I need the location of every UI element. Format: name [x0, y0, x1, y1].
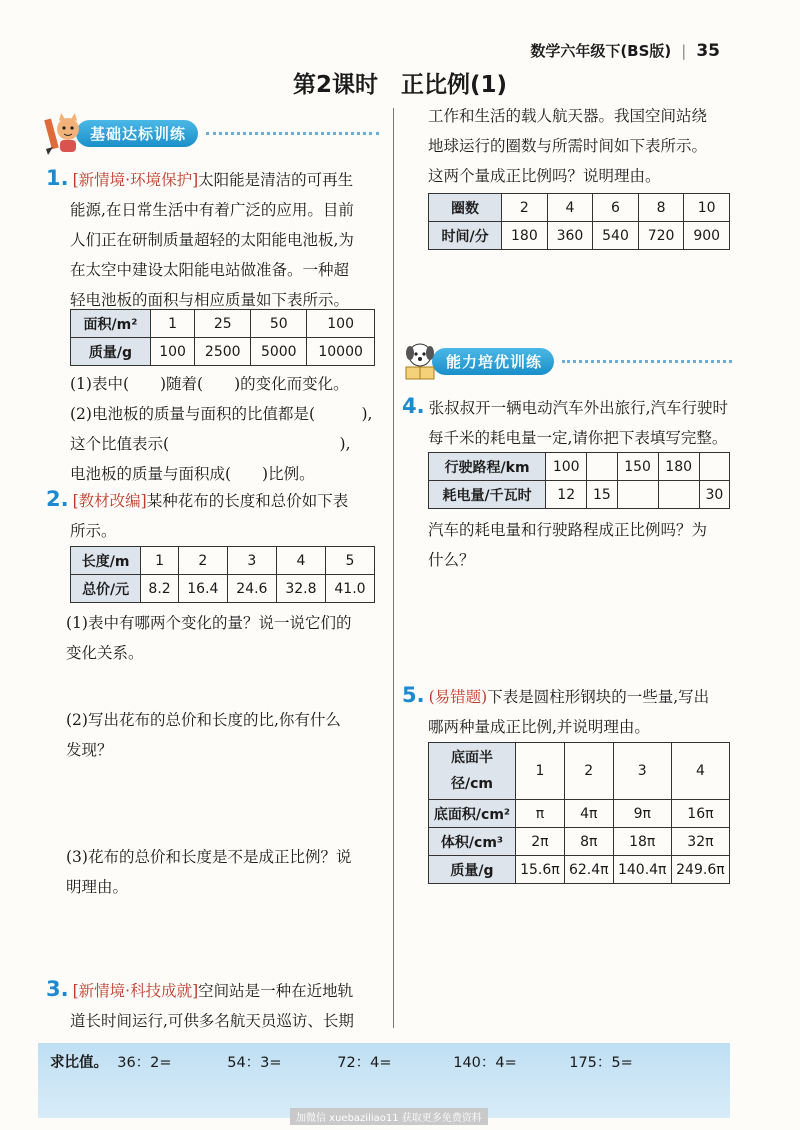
table-cell: 50	[251, 310, 307, 338]
table-cell: 4π	[564, 800, 613, 828]
table-cell: 180	[502, 222, 548, 250]
table-cell: 3	[227, 547, 276, 575]
table-cell: 720	[638, 222, 684, 250]
q1-sub-1: (1)表中( )随着( )的变化而变化。	[70, 375, 349, 393]
section-banner-basic	[44, 118, 379, 148]
table-cell: 24.6	[227, 575, 276, 603]
q2-sub-2-line: 发现？	[66, 741, 113, 759]
q1-line: 人们正在研制质量超轻的太阳能电池板,为	[70, 231, 354, 249]
table-cell: 8.2	[141, 575, 179, 603]
column-divider	[393, 108, 394, 1028]
q1-line: 轻电池板的面积与相应质量如下表所示。	[70, 291, 350, 309]
question-3	[46, 974, 388, 1036]
table-cell: 1	[516, 743, 565, 800]
q1-sub-2-cont: 电池板的质量与面积成( )比例。	[70, 465, 315, 483]
book-name: 数学六年级下(BS版)	[530, 42, 672, 60]
q2-sub-3-line: 明理由。	[66, 878, 129, 896]
table-cell: 4	[547, 194, 593, 222]
dotted-rule	[562, 360, 732, 363]
q1-line: 能源,在日常生活中有着广泛的应用。目前	[70, 201, 354, 219]
table-cell: 4	[276, 547, 325, 575]
q1-table	[70, 309, 375, 366]
table-cell: 9π	[613, 800, 671, 828]
q5-number: 5.	[402, 683, 425, 707]
table-cell: 2	[502, 194, 548, 222]
q4-followup-line: 汽车的耗电量和行驶路程成正比例吗？为	[428, 521, 708, 539]
table-row	[71, 575, 375, 603]
table-cell	[699, 453, 729, 481]
table-cell: 18π	[613, 828, 671, 856]
table-cell: 质量/g	[429, 856, 516, 884]
table-cell: 面积/m²	[71, 310, 151, 338]
q5-table	[428, 742, 730, 884]
table-cell: 41.0	[325, 575, 374, 603]
table-cell: 32.8	[276, 575, 325, 603]
table-cell: 100	[307, 310, 375, 338]
table-cell	[617, 481, 658, 509]
table-cell: 圈数	[429, 194, 502, 222]
table-row	[429, 743, 730, 800]
q3-table	[428, 193, 730, 250]
q3-cont-line: 这两个量成正比例吗？说明理由。	[428, 167, 661, 185]
q2-tag: [教材改编]	[72, 492, 147, 510]
q2-sub-2	[66, 705, 386, 765]
q2-line: 某种花布的长度和总价如下表	[146, 492, 349, 510]
q1-line: 太阳能是清洁的可再生	[198, 171, 354, 189]
q1-sub-2-cont: 这个比值表示( ),	[70, 435, 351, 453]
table-cell: 32π	[671, 828, 729, 856]
table-cell: 30	[699, 481, 729, 509]
q4-table	[428, 452, 730, 509]
table-row	[429, 800, 730, 828]
table-cell	[587, 453, 617, 481]
table-cell: 150	[617, 453, 658, 481]
table-cell: 1	[141, 547, 179, 575]
q1-subquestions	[70, 369, 390, 489]
q2-sub-1	[66, 608, 386, 668]
table-cell: 2π	[516, 828, 565, 856]
table-cell: 12	[546, 481, 587, 509]
q2-sub-1-line: 变化关系。	[66, 644, 144, 662]
table-row	[71, 547, 375, 575]
ratio-item: 54：3=	[227, 1055, 282, 1071]
table-cell: 25	[195, 310, 251, 338]
ratio-practice-strip	[38, 1043, 730, 1118]
table-cell: 底面半径/cm	[429, 743, 516, 800]
table-row	[429, 194, 730, 222]
ratio-item: 36：2=	[117, 1055, 172, 1071]
table-cell: 540	[593, 222, 639, 250]
table-row	[429, 856, 730, 884]
page-header	[530, 40, 720, 61]
q5-line: 哪两种量成正比例,并说明理由。	[428, 718, 650, 736]
table-cell: 140.4π	[613, 856, 671, 884]
q4-followup	[428, 515, 768, 575]
q5-tag: (易错题)	[428, 688, 488, 706]
table-cell: 1	[150, 310, 194, 338]
q2-sub-3-line: (3)花布的总价和长度是不是成正比例？说	[66, 848, 352, 866]
ratio-item: 175：5=	[569, 1055, 633, 1071]
table-cell: 8	[638, 194, 684, 222]
q2-table	[70, 546, 375, 603]
table-cell: 10	[684, 194, 730, 222]
q4-followup-line: 什么？	[428, 551, 475, 569]
table-cell: 4	[671, 743, 729, 800]
ratio-label: 求比值。	[50, 1055, 108, 1071]
table-cell: 5	[325, 547, 374, 575]
q3-continuation	[428, 101, 768, 191]
table-cell: 10000	[307, 338, 375, 366]
question-1	[46, 163, 386, 315]
question-5	[402, 680, 772, 742]
table-cell: 900	[684, 222, 730, 250]
table-cell: 100	[546, 453, 587, 481]
table-cell: 360	[547, 222, 593, 250]
table-row	[429, 453, 730, 481]
table-cell: 62.4π	[564, 856, 613, 884]
table-cell: 16π	[671, 800, 729, 828]
table-row	[429, 481, 730, 509]
q1-line: 在太空中建设太阳能电站做准备。一种超	[70, 261, 350, 279]
q5-line: 下表是圆柱形钢块的一些量,写出	[487, 688, 710, 706]
dotted-rule	[206, 132, 379, 135]
ratio-row	[50, 1051, 633, 1072]
table-cell: π	[516, 800, 565, 828]
q3-line: 空间站是一种在近地轨	[198, 982, 354, 1000]
q2-sub-3	[66, 842, 386, 902]
q3-cont-line: 工作和生活的载人航天器。我国空间站绕	[428, 107, 708, 125]
q2-line: 所示。	[70, 522, 117, 540]
q4-line: 每千米的耗电量一定,请你把下表填写完整。	[428, 429, 728, 447]
header-separator: |	[681, 42, 687, 60]
table-cell: 行驶路程/km	[429, 453, 546, 481]
q3-line: 道长时间运行,可供多名航天员巡访、长期	[70, 1012, 354, 1030]
table-cell	[658, 481, 699, 509]
q2-number: 2.	[46, 487, 69, 511]
ratio-item: 72：4=	[337, 1055, 392, 1071]
table-cell: 总价/元	[71, 575, 141, 603]
table-cell: 15	[587, 481, 617, 509]
table-cell: 16.4	[178, 575, 227, 603]
table-cell: 长度/m	[71, 547, 141, 575]
table-cell: 249.6π	[671, 856, 729, 884]
table-cell: 体积/cm³	[429, 828, 516, 856]
q1-number: 1.	[46, 166, 69, 190]
q4-number: 4.	[402, 394, 425, 418]
q1-sub-2: (2)电池板的质量与面积的比值都是( ),	[70, 405, 373, 423]
q3-tag: [新情境·科技成就]	[72, 982, 199, 1000]
table-row	[71, 310, 375, 338]
table-cell: 15.6π	[516, 856, 565, 884]
q1-tag: [新情境·环境保护]	[72, 171, 199, 189]
ratio-item: 140：4=	[453, 1055, 517, 1071]
table-cell: 180	[658, 453, 699, 481]
table-cell: 时间/分	[429, 222, 502, 250]
q4-line: 张叔叔开一辆电动汽车外出旅行,汽车行驶时	[428, 399, 729, 417]
table-cell: 5000	[251, 338, 307, 366]
question-2	[46, 484, 386, 546]
reading-dog-icon	[400, 339, 440, 383]
table-cell: 质量/g	[71, 338, 151, 366]
table-cell: 底面积/cm²	[429, 800, 516, 828]
q2-sub-1-line: (1)表中有哪两个变化的量？说一说它们的	[66, 614, 352, 632]
page-number: 35	[696, 41, 720, 61]
lesson-title: 第2课时 正比例(1)	[292, 72, 508, 98]
table-cell: 3	[613, 743, 671, 800]
table-cell: 100	[150, 338, 194, 366]
q2-sub-2-line: (2)写出花布的总价和长度的比,你有什么	[66, 711, 341, 729]
section-title-advanced: 能力培优训练	[432, 348, 554, 375]
section-title-basic: 基础达标训练	[76, 120, 198, 147]
question-4	[402, 391, 772, 453]
table-cell: 6	[593, 194, 639, 222]
table-row	[429, 222, 730, 250]
table-row	[429, 828, 730, 856]
pencil-cat-icon	[44, 111, 84, 155]
table-row	[71, 338, 375, 366]
table-cell: 2	[564, 743, 613, 800]
watermark: 加微信 xuebaziliao11 获取更多免费资料	[290, 1108, 488, 1125]
table-cell: 8π	[564, 828, 613, 856]
table-cell: 2500	[195, 338, 251, 366]
q3-number: 3.	[46, 977, 69, 1001]
q3-cont-line: 地球运行的圈数与所需时间如下表所示。	[428, 137, 708, 155]
table-cell: 耗电量/千瓦时	[429, 481, 546, 509]
table-cell: 2	[178, 547, 227, 575]
section-banner-advanced	[400, 346, 732, 376]
q1-stem	[46, 163, 386, 315]
